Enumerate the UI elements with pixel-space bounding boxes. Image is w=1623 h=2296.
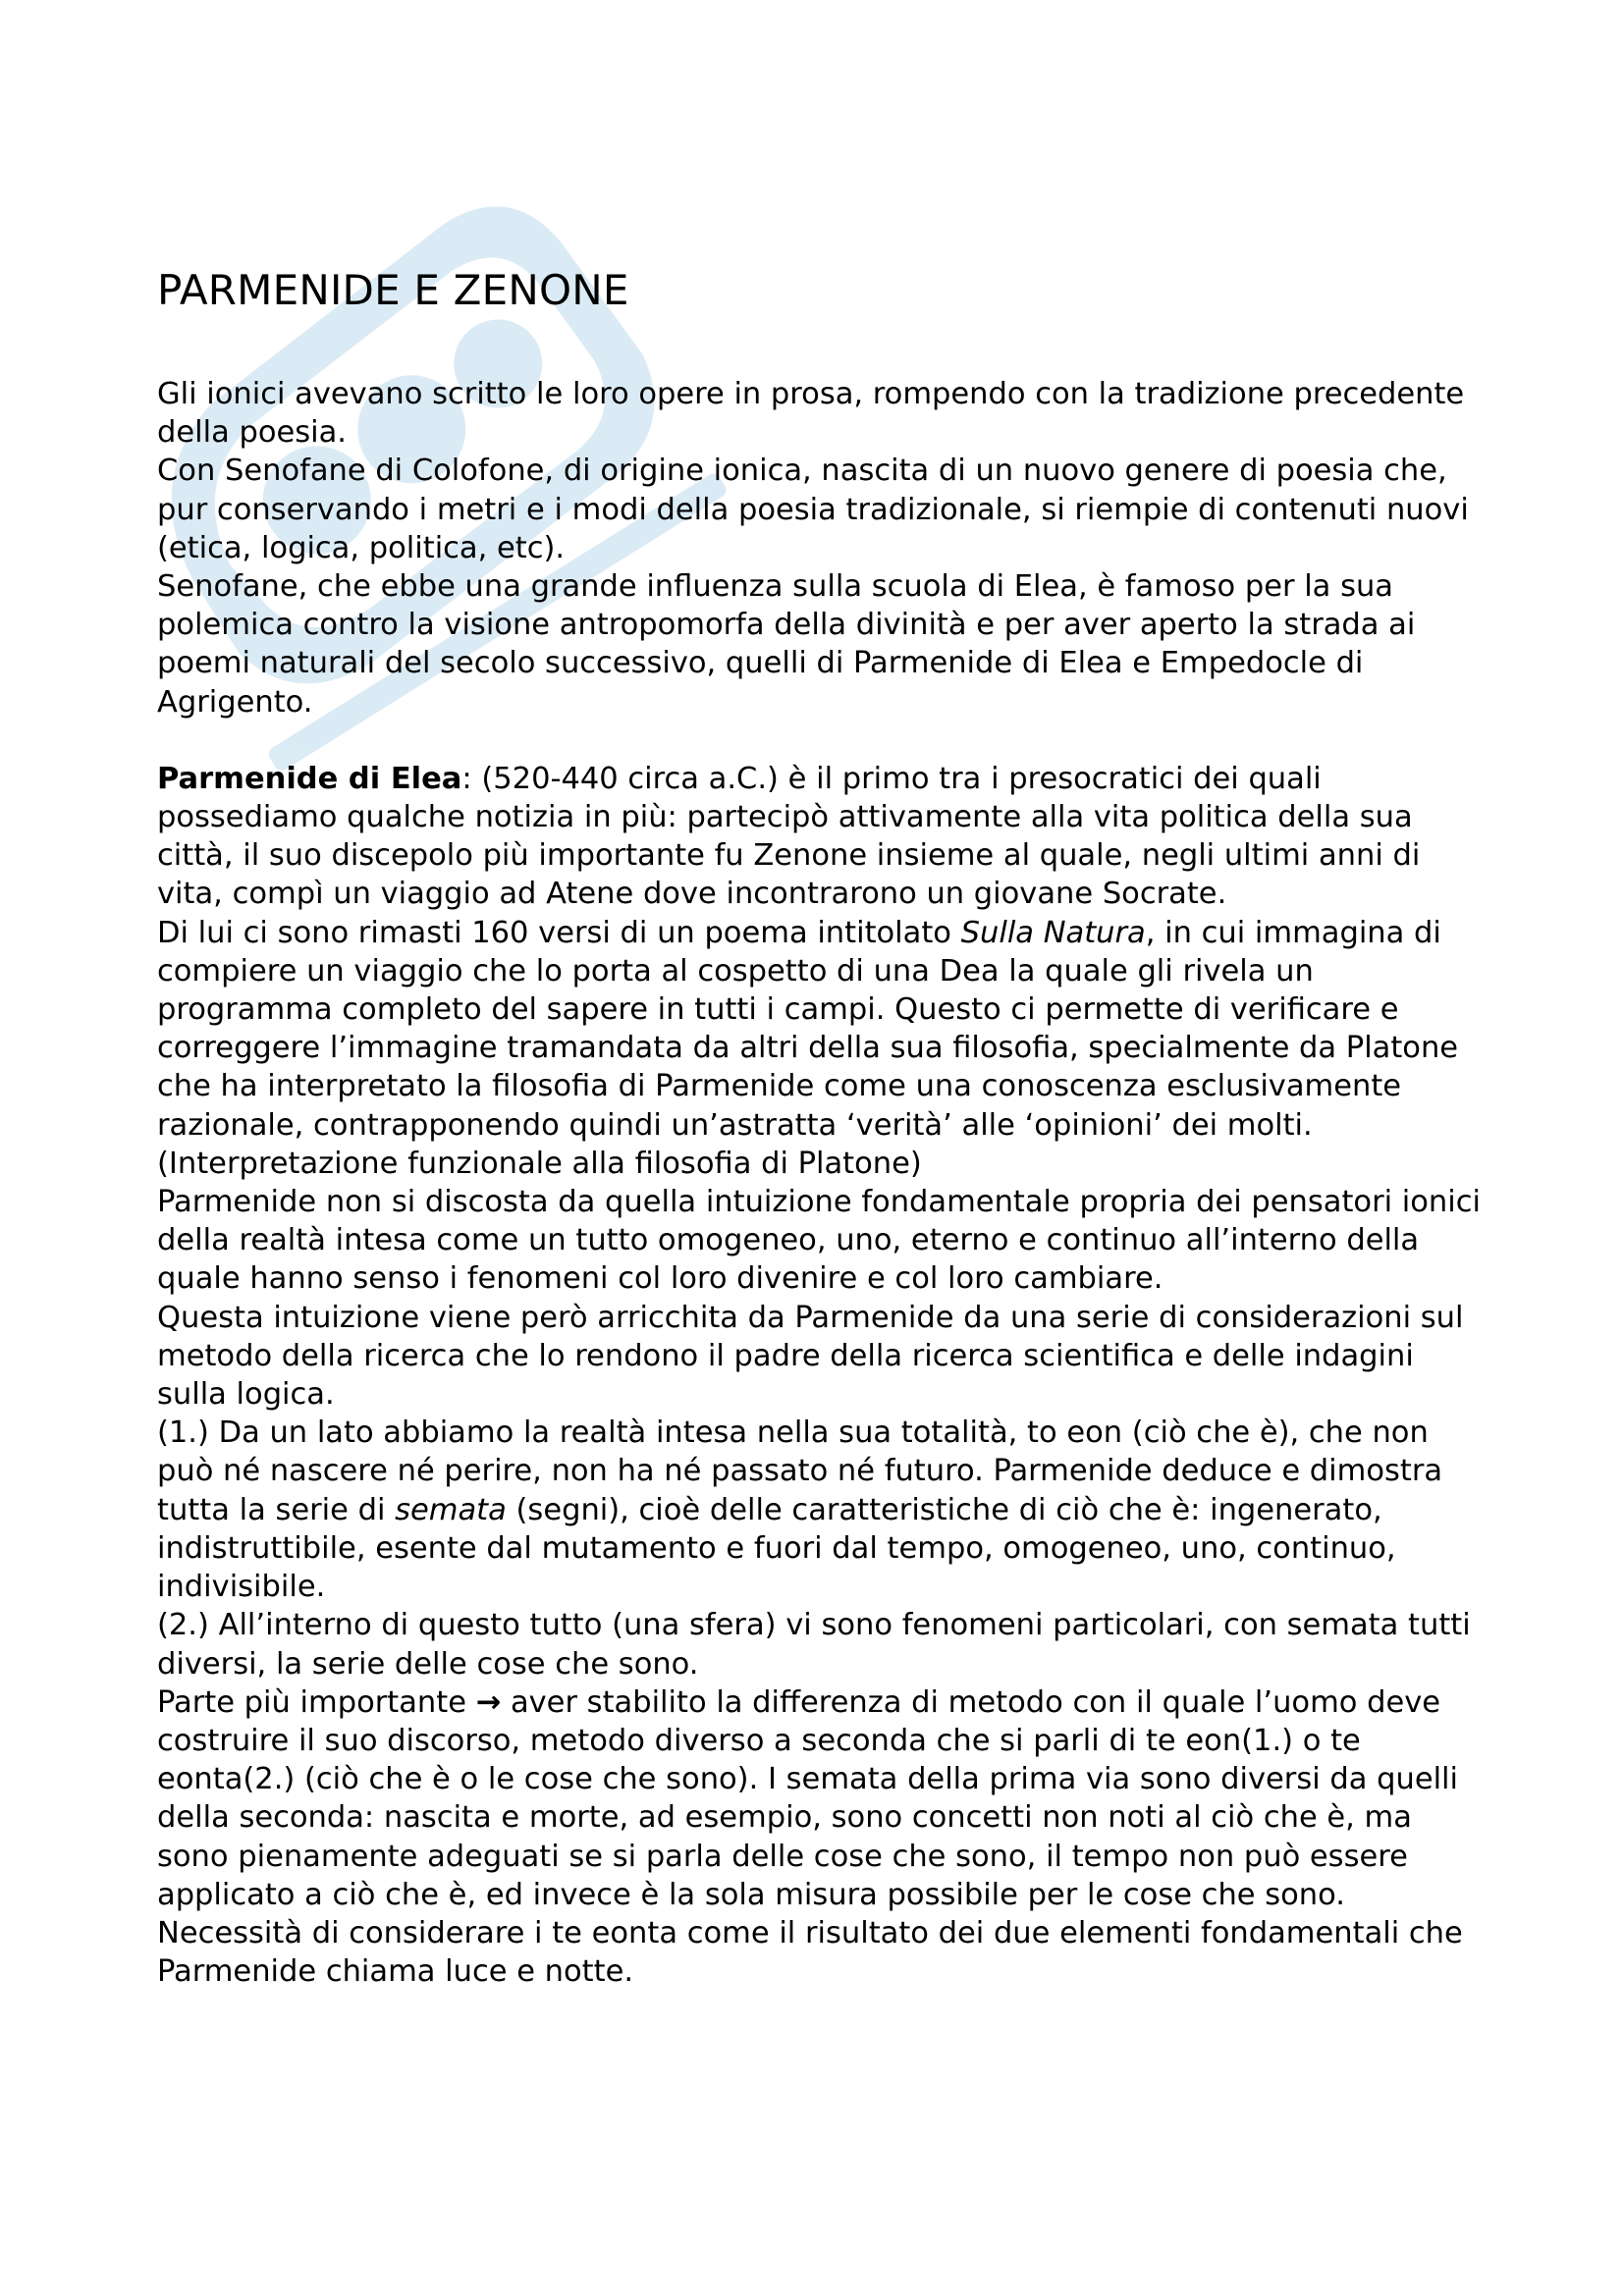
paragraph-poema-text-a: Di lui ci sono rimasti 160 versi di un poema intitolato [157,915,961,950]
paragraph-intuizione: Parmenide non si discosta da quella intuizione fondamentale propria dei pensatori ionici della realtà intesa come un tutto omogeneo, uno, eterno e continuo all’interno della quale hanno senso i fenomeni col loro divenire e col loro cambiare. [157,1185,1481,1297]
paragraph-to-eon [157,1414,1492,1606]
paragraph-senofane-colofone: Con Senofane di Colofone, di origine ionica, nascita di un nuovo genere di poesia che, pur conservando i metri e i modi della poesia tradizionale, si riempie di contenuti nuovi (etica, logica, politica, etc). [157,454,1469,565]
paragraph-gap [157,721,1492,760]
paragraph-parmenide-intro [157,760,1492,914]
italic-title-sulla-natura: Sulla Natura [960,915,1146,950]
paragraph-metodo: Questa intuizione viene però arricchita da Parmenide da una serie di considerazioni sul metodo della ricerca che lo rendono il padre della ricerca scientifica e delle indagini sulla logica. [157,1300,1464,1413]
paragraph-ionici: Gli ionici avevano scritto le loro opere in prosa, rompendo con la tradizione precedente della poesia. [157,377,1465,451]
right-arrow-icon: → [475,1684,502,1720]
paragraph-parte-importante [157,1683,1492,1914]
paragraph-poema-text-b: , in cui immagina di compiere un viaggio che lo porta al cospetto di una Dea la quale gli rivela un programma completo del sapere in tutti i campi. Questo ci permette di verificare e correggere l’immagine tramandata da altri della sua filosofia, specialmente da Platone che ha interpretato la filosofia di Parmenide come una conoscenza esclusivamente razionale, contrapponendo quindi un’astratta ‘verità’ alle ‘opinioni’ dei molti. (Interpretazione funzionale alla filosofia di Platone) [157,915,1459,1181]
bold-term-parmenide: Parmenide di Elea [157,761,462,796]
paragraph-to-eon-text-a: (1.) Da un lato abbiamo la realtà intesa nella sua totalità, to eon (ciò che è), che non può né nascere né perire, non ha né passato né futuro. Parmenide deduce e dimostra tutta la serie di [157,1415,1443,1527]
page-title: PARMENIDE E ZENONE [157,266,629,314]
paragraph-parte-importante-text-b: aver stabilito la differenza di metodo con il quale l’uomo deve costruire il suo discorso, metodo diverso a seconda che si parli di te eon(1.) o te eonta(2.) (ciò che è o le cose che sono). I semata della prima via sono diversi da quelli della seconda: nascita e morte, ad esempio, sono concetti non noti al ciò che è, ma sono pienamente adeguati se si parla delle cose che sono, il tempo non può essere applicato a ciò che è, ed invece è la sola misura possibile per le cose che sono. [157,1684,1459,1912]
paragraph-poema [157,914,1492,1183]
paragraph-luce-notte: Necessità di considerare i te eonta come il risultato dei due elementi fondamentali che Parmenide chiama luce e notte. [157,1915,1463,1990]
paragraph-sfera: (2.) All’interno di questo tutto (una sfera) vi sono fenomeni particolari, con semata tutti diversi, la serie delle cose che sono. [157,1608,1471,1682]
italic-term-semata: semata [395,1492,507,1527]
paragraph-parte-importante-text-a: Parte più importante [157,1684,476,1720]
document-page [157,265,1492,1991]
paragraph-to-eon-text-b: (segni), cioè delle caratteristiche di ciò che è: ingenerato, indistruttibile, esente dal mutamento e fuori dal tempo, omogeneo, uno, continuo, indivisibile. [157,1492,1396,1605]
paragraph-senofane-elea: Senofane, che ebbe una grande influenza sulla scuola di Elea, è famoso per la sua polemica contro la visione antropomorfa della divinità e per aver aperto la strada ai poemi naturali del secolo successivo, quelli di Parmenide di Elea e Empedocle di Agrigento. [157,569,1416,720]
paragraph-parmenide-intro-text: : (520-440 circa a.C.) è il primo tra i presocratici dei quali possediamo qualche notizia in più: partecipò attivamente alla vita politica della sua città, il suo discepolo più importante fu Zenone insieme al quale, negli ultimi anni di vita, compì un viaggio ad Atene dove incontrarono un giovane Socrate. [157,761,1421,912]
